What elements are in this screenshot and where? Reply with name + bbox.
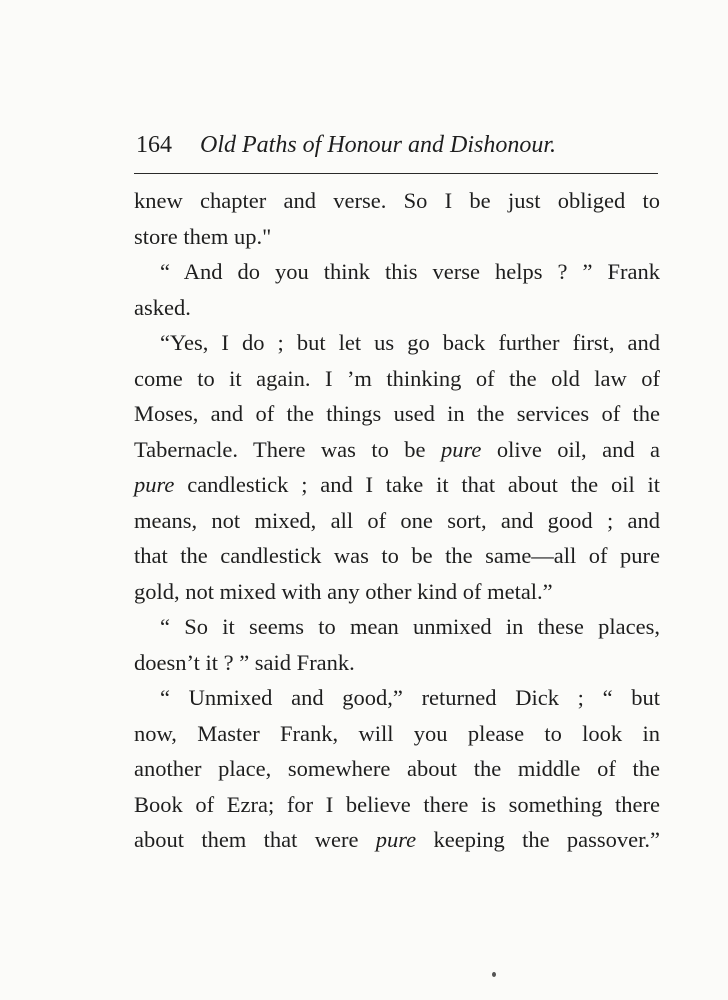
text-line: “ So it seems to mean unmixed in these places, — [160, 614, 660, 639]
text-line: Book of Ezra; for I believe there is something there — [134, 791, 660, 817]
text-line: pure candlestick ; and I take it that about the oil it — [134, 472, 660, 497]
italic-emphasis: pure — [134, 472, 175, 497]
text-line: asked. — [134, 294, 191, 320]
body-text — [134, 183, 660, 858]
text-line: about them that were pure keeping the passover.” — [134, 827, 660, 852]
text-line: “ Unmixed and good,” returned Dick ; “ but — [160, 685, 660, 710]
text-line: store them up." — [134, 223, 272, 249]
text-line: “ And do you think this verse helps ? ” Frank — [160, 259, 660, 284]
text-line: come to it again. I ’m thinking of the old law of — [134, 365, 660, 391]
text-line: means, not mixed, all of one sort, and good ; and — [134, 507, 660, 533]
running-title: Old Paths of Honour and Dishonour. — [200, 132, 557, 158]
header-rule — [134, 173, 658, 174]
text-line: that the candlestick was to be the same—all of pure — [134, 543, 660, 568]
page-number: 164 — [136, 132, 172, 158]
text-line: Tabernacle. There was to be pure olive oil, and a — [134, 436, 660, 462]
text-line: “Yes, I do ; but let us go back further first, and — [160, 330, 660, 355]
text-line: now, Master Frank, will you please to look in — [134, 720, 660, 746]
text-line: doesn’t it ? ” said Frank. — [134, 649, 355, 675]
text-line: Moses, and of the things used in the services of the — [134, 401, 660, 426]
text-line: knew chapter and verse. So I be just obliged to — [134, 188, 660, 213]
italic-emphasis: pure — [375, 827, 417, 852]
page-header — [132, 128, 660, 168]
text-line: another place, somewhere about the middle of the — [134, 756, 660, 781]
ink-speck — [492, 972, 496, 977]
italic-emphasis: pure — [440, 436, 482, 462]
text-line: gold, not mixed with any other kind of metal.” — [134, 578, 553, 604]
